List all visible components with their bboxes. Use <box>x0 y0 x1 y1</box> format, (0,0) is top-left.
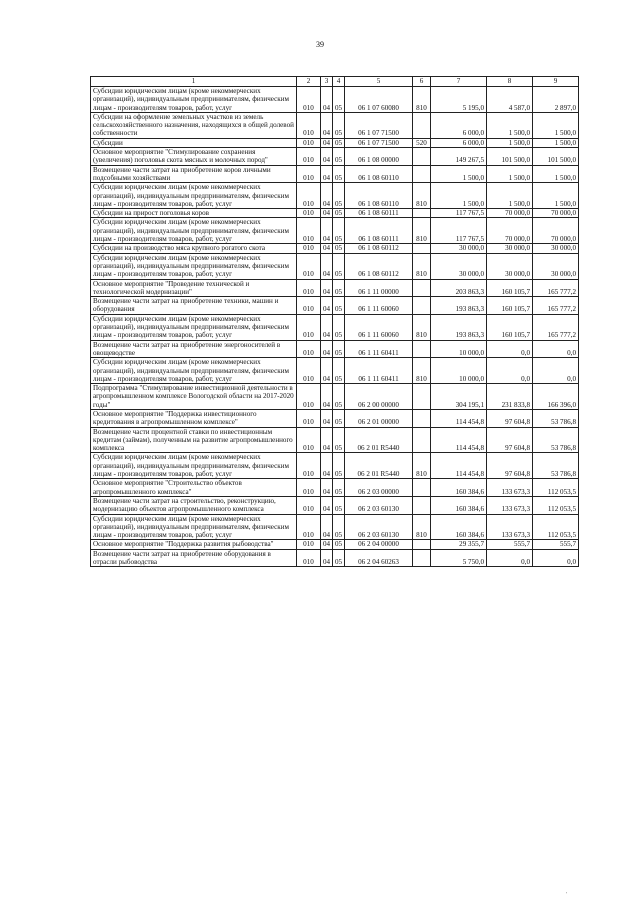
cell-c9: 53 786,8 <box>533 427 579 453</box>
cell-c2: 010 <box>297 279 321 297</box>
cell-name: Возмещение части затрат на приобретение техники, машин и оборудования <box>91 297 297 315</box>
table-header-row <box>91 77 579 87</box>
cell-c2: 010 <box>297 165 321 183</box>
cell-c9: 112 053,5 <box>533 514 579 540</box>
cell-c4: 05 <box>333 427 345 453</box>
cell-c5: 06 1 07 71500 <box>345 138 413 147</box>
table-row <box>91 384 579 410</box>
cell-c3: 04 <box>321 496 333 514</box>
cell-c3: 04 <box>321 253 333 279</box>
cell-c8: 160 105,7 <box>487 297 533 315</box>
cell-c4: 05 <box>333 218 345 244</box>
scan-mark: ' <box>566 892 568 898</box>
cell-c9: 0,0 <box>533 358 579 384</box>
cell-c2: 010 <box>297 138 321 147</box>
table-row <box>91 183 579 209</box>
cell-c2: 010 <box>297 112 321 138</box>
table-row <box>91 253 579 279</box>
cell-c8: 1 500,0 <box>487 138 533 147</box>
cell-c3: 04 <box>321 409 333 427</box>
cell-c9: 165 777,2 <box>533 279 579 297</box>
cell-c2: 010 <box>297 183 321 209</box>
table-row <box>91 540 579 549</box>
cell-c2: 010 <box>297 384 321 410</box>
cell-c2: 010 <box>297 549 321 567</box>
cell-c3: 04 <box>321 427 333 453</box>
cell-c4: 05 <box>333 87 345 113</box>
cell-c8: 97 604,8 <box>487 453 533 479</box>
cell-c2: 010 <box>297 209 321 218</box>
cell-c8: 30 000,0 <box>487 244 533 253</box>
cell-c8: 1 500,0 <box>487 183 533 209</box>
cell-c9: 555,7 <box>533 540 579 549</box>
cell-c2: 010 <box>297 244 321 253</box>
cell-c7: 193 863,3 <box>431 314 487 340</box>
cell-c4: 05 <box>333 358 345 384</box>
cell-c5: 06 2 03 60130 <box>345 514 413 540</box>
cell-c9: 165 777,2 <box>533 297 579 315</box>
cell-c6 <box>413 148 431 166</box>
cell-c5: 06 2 04 60263 <box>345 549 413 567</box>
cell-c4: 05 <box>333 148 345 166</box>
cell-c2: 010 <box>297 87 321 113</box>
cell-name: Субсидии на производство мяса крупного рогатого скота <box>91 244 297 253</box>
cell-c9: 1 500,0 <box>533 183 579 209</box>
cell-name: Субсидии юридическим лицам (кроме некоммерческих организаций), индивидуальным предпринимателям, физическим лицам - производителям товаров, работ, услуг <box>91 514 297 540</box>
cell-c4: 05 <box>333 384 345 410</box>
cell-c8: 70 000,0 <box>487 209 533 218</box>
cell-c2: 010 <box>297 427 321 453</box>
cell-c2: 010 <box>297 496 321 514</box>
cell-c9: 1 500,0 <box>533 112 579 138</box>
cell-c8: 30 000,0 <box>487 253 533 279</box>
cell-name: Субсидии юридическим лицам (кроме некоммерческих организаций), индивидуальным предпринимателям, физическим лицам - производителям товаров, работ, услуг <box>91 453 297 479</box>
cell-c8: 0,0 <box>487 340 533 358</box>
cell-c5: 06 1 08 60112 <box>345 244 413 253</box>
cell-c4: 05 <box>333 279 345 297</box>
cell-c6 <box>413 209 431 218</box>
cell-c6 <box>413 409 431 427</box>
cell-name: Субсидии на прирост поголовья коров <box>91 209 297 218</box>
cell-c9: 30 000,0 <box>533 253 579 279</box>
table-row <box>91 112 579 138</box>
cell-c9: 112 053,5 <box>533 496 579 514</box>
cell-c8: 160 105,7 <box>487 279 533 297</box>
cell-c6 <box>413 297 431 315</box>
cell-c4: 05 <box>333 253 345 279</box>
cell-c5: 06 1 11 60060 <box>345 297 413 315</box>
cell-c3: 04 <box>321 209 333 218</box>
cell-name: Основное мероприятие "Поддержка инвестиционного кредитования в агропромышленном комплексе" <box>91 409 297 427</box>
cell-c4: 05 <box>333 540 345 549</box>
cell-c2: 010 <box>297 218 321 244</box>
cell-c9: 30 000,0 <box>533 244 579 253</box>
cell-c8: 0,0 <box>487 549 533 567</box>
cell-c3: 04 <box>321 148 333 166</box>
cell-c6 <box>413 384 431 410</box>
cell-c7: 160 384,6 <box>431 514 487 540</box>
cell-name: Субсидии <box>91 138 297 147</box>
table-row <box>91 279 579 297</box>
cell-c3: 04 <box>321 218 333 244</box>
table-row <box>91 148 579 166</box>
cell-name: Возмещение части процентной ставки по инвестиционным кредитам (займам), полученным на развитие агропромышленного комплекса <box>91 427 297 453</box>
cell-c9: 2 897,0 <box>533 87 579 113</box>
cell-c9: 101 500,0 <box>533 148 579 166</box>
cell-c7: 10 000,0 <box>431 340 487 358</box>
table-row <box>91 340 579 358</box>
cell-c9: 1 500,0 <box>533 138 579 147</box>
cell-c8: 97 604,8 <box>487 427 533 453</box>
col-header: 6 <box>413 77 431 87</box>
cell-c3: 04 <box>321 244 333 253</box>
cell-c4: 05 <box>333 479 345 497</box>
cell-c6 <box>413 496 431 514</box>
cell-name: Субсидии юридическим лицам (кроме некоммерческих организаций), индивидуальным предпринимателям, физическим лицам - производителям товаров, работ, услуг <box>91 218 297 244</box>
cell-c9: 166 396,0 <box>533 384 579 410</box>
table-row <box>91 244 579 253</box>
cell-c5: 06 1 08 60110 <box>345 183 413 209</box>
cell-c6 <box>413 540 431 549</box>
cell-c9: 70 000,0 <box>533 209 579 218</box>
cell-c6: 810 <box>413 253 431 279</box>
table-row <box>91 297 579 315</box>
col-header: 3 <box>321 77 333 87</box>
cell-c7: 5 750,0 <box>431 549 487 567</box>
cell-c6 <box>413 165 431 183</box>
cell-c4: 05 <box>333 514 345 540</box>
cell-c2: 010 <box>297 297 321 315</box>
cell-name: Субсидии на оформление земельных участков из земель сельскохозяйственного назначения, находящихся в общей долевой собственности <box>91 112 297 138</box>
cell-c9: 53 786,8 <box>533 453 579 479</box>
table-row <box>91 358 579 384</box>
cell-c7: 160 384,6 <box>431 496 487 514</box>
cell-c5: 06 2 01 00000 <box>345 409 413 427</box>
cell-name: Возмещение части затрат на строительство, реконструкцию, модернизацию объектов агропромышленного комплекса <box>91 496 297 514</box>
cell-c5: 06 1 07 71500 <box>345 112 413 138</box>
cell-c6: 810 <box>413 514 431 540</box>
cell-c4: 05 <box>333 549 345 567</box>
cell-c3: 04 <box>321 358 333 384</box>
cell-c8: 70 000,0 <box>487 218 533 244</box>
cell-c5: 06 1 11 60411 <box>345 358 413 384</box>
cell-c8: 231 833,8 <box>487 384 533 410</box>
cell-c6 <box>413 340 431 358</box>
cell-c9: 53 786,8 <box>533 409 579 427</box>
cell-c9: 112 053,5 <box>533 479 579 497</box>
cell-name: Возмещение части затрат на приобретение оборудования в отрасли рыбоводства <box>91 549 297 567</box>
cell-c5: 06 1 08 60110 <box>345 165 413 183</box>
table-row <box>91 427 579 453</box>
cell-c6 <box>413 479 431 497</box>
table-row <box>91 87 579 113</box>
cell-name: Основное мероприятие "Строительство объектов агропромышленного комплекса" <box>91 479 297 497</box>
cell-c5: 06 1 08 60111 <box>345 218 413 244</box>
col-header: 2 <box>297 77 321 87</box>
cell-c8: 101 500,0 <box>487 148 533 166</box>
cell-c7: 30 000,0 <box>431 253 487 279</box>
cell-c3: 04 <box>321 138 333 147</box>
table-row <box>91 479 579 497</box>
cell-name: Основное мероприятие "Проведение технической и технологической модернизации" <box>91 279 297 297</box>
cell-c7: 304 195,1 <box>431 384 487 410</box>
cell-c5: 06 1 07 60080 <box>345 87 413 113</box>
cell-c2: 010 <box>297 358 321 384</box>
cell-c7: 29 355,7 <box>431 540 487 549</box>
cell-c3: 04 <box>321 340 333 358</box>
cell-c8: 555,7 <box>487 540 533 549</box>
cell-c6: 810 <box>413 218 431 244</box>
cell-c9: 0,0 <box>533 340 579 358</box>
cell-c6 <box>413 244 431 253</box>
cell-c6 <box>413 427 431 453</box>
cell-c8: 97 604,8 <box>487 409 533 427</box>
table-body <box>91 87 579 567</box>
cell-c5: 06 2 00 00000 <box>345 384 413 410</box>
cell-c6 <box>413 549 431 567</box>
cell-c2: 010 <box>297 409 321 427</box>
cell-name: Субсидии юридическим лицам (кроме некоммерческих организаций), индивидуальным предпринимателям, физическим лицам - производителям товаров, работ, услуг <box>91 253 297 279</box>
cell-name: Субсидии юридическим лицам (кроме некоммерческих организаций), индивидуальным предпринимателям, физическим лицам - производителям товаров, работ, услуг <box>91 314 297 340</box>
cell-c4: 05 <box>333 112 345 138</box>
cell-c5: 06 2 03 60130 <box>345 496 413 514</box>
page-number: 39 <box>316 40 324 49</box>
cell-c4: 05 <box>333 165 345 183</box>
cell-c7: 117 767,5 <box>431 218 487 244</box>
cell-c8: 160 105,7 <box>487 314 533 340</box>
table-row <box>91 514 579 540</box>
cell-c7: 114 454,8 <box>431 453 487 479</box>
cell-c3: 04 <box>321 297 333 315</box>
cell-c3: 04 <box>321 87 333 113</box>
table-row <box>91 453 579 479</box>
cell-c3: 04 <box>321 479 333 497</box>
cell-c5: 06 2 01 R5440 <box>345 427 413 453</box>
cell-c5: 06 2 04 00000 <box>345 540 413 549</box>
cell-name: Субсидии юридическим лицам (кроме некоммерческих организаций), индивидуальным предпринимателям, физическим лицам - производителям товаров, работ, услуг <box>91 358 297 384</box>
cell-c3: 04 <box>321 314 333 340</box>
table-row <box>91 209 579 218</box>
table-row <box>91 409 579 427</box>
cell-c6 <box>413 112 431 138</box>
cell-c7: 114 454,8 <box>431 427 487 453</box>
cell-c6 <box>413 279 431 297</box>
cell-c5: 06 2 03 00000 <box>345 479 413 497</box>
cell-name: Подпрограмма "Стимулирование инвестиционной деятельности в агропромышленном комплексе Вологодской области на 2017-2020 годы" <box>91 384 297 410</box>
cell-c6: 810 <box>413 314 431 340</box>
cell-c7: 193 863,3 <box>431 297 487 315</box>
col-header: 9 <box>533 77 579 87</box>
cell-c5: 06 1 08 60111 <box>345 209 413 218</box>
cell-c3: 04 <box>321 514 333 540</box>
cell-name: Субсидии юридическим лицам (кроме некоммерческих организаций), индивидуальным предпринимателям, физическим лицам - производителям товаров, работ, услуг <box>91 87 297 113</box>
cell-c2: 010 <box>297 253 321 279</box>
cell-c9: 1 500,0 <box>533 165 579 183</box>
col-header: 1 <box>91 77 297 87</box>
cell-c7: 6 000,0 <box>431 112 487 138</box>
cell-c9: 0,0 <box>533 549 579 567</box>
cell-c8: 1 500,0 <box>487 165 533 183</box>
cell-c7: 114 454,8 <box>431 409 487 427</box>
cell-c2: 010 <box>297 514 321 540</box>
cell-c6: 810 <box>413 183 431 209</box>
cell-c5: 06 1 11 60411 <box>345 340 413 358</box>
cell-name: Возмещение части затрат на приобретение коров личными подсобными хозяйствами <box>91 165 297 183</box>
cell-c3: 04 <box>321 453 333 479</box>
table-row <box>91 314 579 340</box>
cell-c6: 810 <box>413 358 431 384</box>
cell-c4: 05 <box>333 496 345 514</box>
cell-c3: 04 <box>321 165 333 183</box>
col-header: 5 <box>345 77 413 87</box>
cell-c4: 05 <box>333 314 345 340</box>
cell-c7: 149 267,5 <box>431 148 487 166</box>
table-row <box>91 496 579 514</box>
cell-c4: 05 <box>333 453 345 479</box>
cell-c5: 06 1 11 00000 <box>345 279 413 297</box>
cell-name: Субсидии юридическим лицам (кроме некоммерческих организаций), индивидуальным предпринимателям, физическим лицам - производителям товаров, работ, услуг <box>91 183 297 209</box>
cell-c9: 70 000,0 <box>533 218 579 244</box>
cell-c8: 133 673,3 <box>487 514 533 540</box>
cell-c7: 203 863,3 <box>431 279 487 297</box>
cell-c2: 010 <box>297 453 321 479</box>
cell-c4: 05 <box>333 297 345 315</box>
cell-c3: 04 <box>321 112 333 138</box>
cell-c6: 810 <box>413 87 431 113</box>
cell-c2: 010 <box>297 340 321 358</box>
cell-c7: 10 000,0 <box>431 358 487 384</box>
cell-c8: 0,0 <box>487 358 533 384</box>
cell-c4: 05 <box>333 244 345 253</box>
cell-c2: 010 <box>297 148 321 166</box>
table-row <box>91 218 579 244</box>
cell-c3: 04 <box>321 183 333 209</box>
cell-c7: 1 500,0 <box>431 183 487 209</box>
cell-c7: 5 195,0 <box>431 87 487 113</box>
cell-name: Основное мероприятие "Стимулирование сохранения (увеличения) поголовья скота мясных и молочных пород" <box>91 148 297 166</box>
cell-c2: 010 <box>297 540 321 549</box>
cell-c7: 6 000,0 <box>431 138 487 147</box>
cell-c5: 06 1 08 60112 <box>345 253 413 279</box>
cell-c8: 133 673,3 <box>487 479 533 497</box>
cell-c5: 06 1 11 60060 <box>345 314 413 340</box>
cell-c3: 04 <box>321 549 333 567</box>
cell-c7: 117 767,5 <box>431 209 487 218</box>
cell-c4: 05 <box>333 138 345 147</box>
table-row <box>91 549 579 567</box>
cell-c3: 04 <box>321 384 333 410</box>
cell-c5: 06 2 01 R5440 <box>345 453 413 479</box>
cell-c2: 010 <box>297 479 321 497</box>
cell-name: Основное мероприятие "Поддержка развития рыбоводства" <box>91 540 297 549</box>
cell-c3: 04 <box>321 540 333 549</box>
table-row <box>91 138 579 147</box>
cell-name: Возмещение части затрат на приобретение энергоносителей в овощеводстве <box>91 340 297 358</box>
cell-c5: 06 1 08 00000 <box>345 148 413 166</box>
cell-c8: 1 500,0 <box>487 112 533 138</box>
cell-c9: 165 777,2 <box>533 314 579 340</box>
budget-table <box>90 76 579 567</box>
cell-c8: 4 587,0 <box>487 87 533 113</box>
cell-c2: 010 <box>297 314 321 340</box>
cell-c6: 810 <box>413 453 431 479</box>
col-header: 4 <box>333 77 345 87</box>
table-row <box>91 165 579 183</box>
cell-c4: 05 <box>333 183 345 209</box>
cell-c4: 05 <box>333 340 345 358</box>
cell-c7: 30 000,0 <box>431 244 487 253</box>
cell-c6: 520 <box>413 138 431 147</box>
cell-c7: 160 384,6 <box>431 479 487 497</box>
col-header: 8 <box>487 77 533 87</box>
cell-c4: 05 <box>333 209 345 218</box>
cell-c8: 133 673,3 <box>487 496 533 514</box>
cell-c4: 05 <box>333 409 345 427</box>
cell-c7: 1 500,0 <box>431 165 487 183</box>
col-header: 7 <box>431 77 487 87</box>
cell-c3: 04 <box>321 279 333 297</box>
